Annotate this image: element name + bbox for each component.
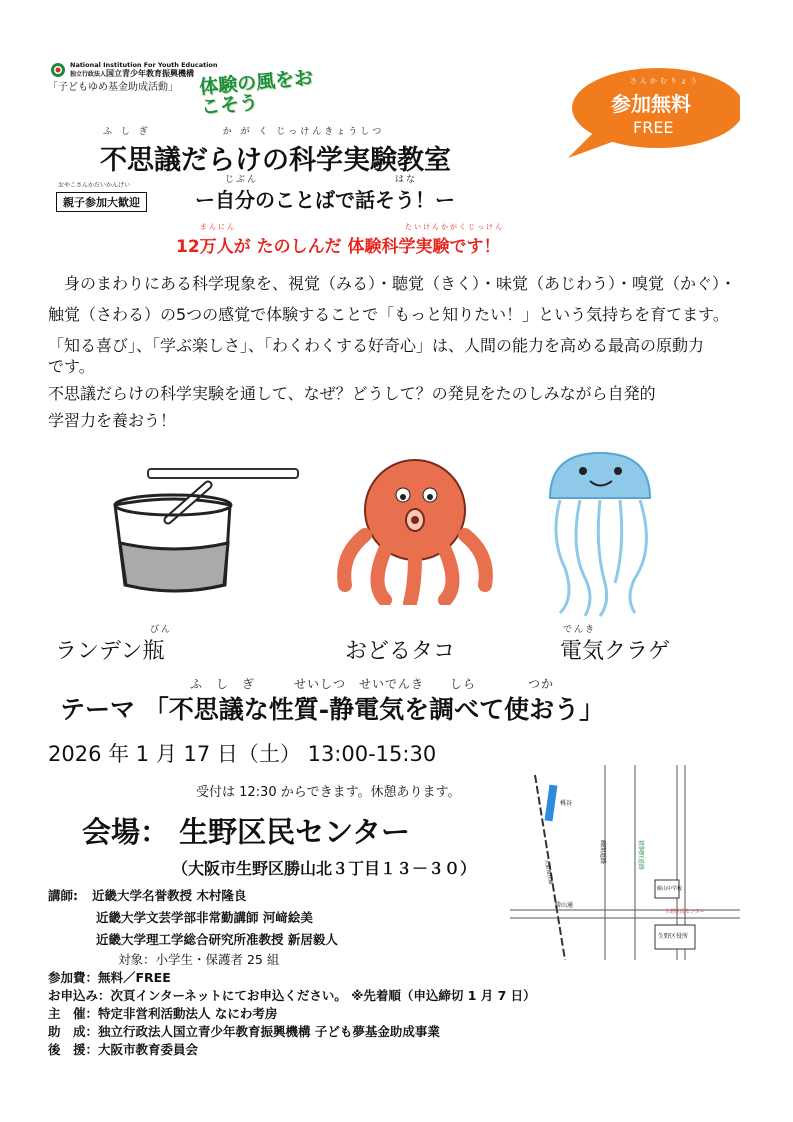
fund-label: 「子どもゆめ基金助成活動」 <box>48 82 178 93</box>
map-label: 生野区民センター <box>665 909 705 915</box>
map-label: 疎開道路 <box>599 840 605 865</box>
intro-line: です。 <box>48 357 95 376</box>
intro-line: 「知る喜び」、「学ぶ楽しさ」、「わくわくする好奇心」は、人間の能力を高める最高の原動力 <box>48 336 705 355</box>
intro-line: 学習力を養おう！ <box>48 411 177 430</box>
experiment-name: ランデン瓶 <box>55 639 165 664</box>
subtitle-ruby-b: はな <box>395 175 418 185</box>
theme: テーマ 「不思議な性質‐静電気を調べて使おう」 <box>60 695 605 724</box>
org-jp: 国立青少年教育振興機構 <box>106 69 195 78</box>
free-ruby: さんかむりょう <box>630 77 700 85</box>
intro-line: 身のまわりにある科学現象を、視覚（みる）・聴覚（きく）・味覚（あじわう）・嗅覚（かぐ）・ <box>48 274 737 293</box>
apply: お申込み：次頁インターネットにてお申込ください。 ※先着順（申込締切 1 月 7 日） <box>48 988 536 1003</box>
map-label: 生野区役所 <box>658 934 689 940</box>
venue-map <box>505 760 745 969</box>
intro-line: 触覚（さわる）の5つの感覚で体験することで「もっと知りたい！」という気持ちを育てます。 <box>48 305 729 324</box>
lecturer-label: 講師: <box>48 888 78 903</box>
experiment-name: 電気クラゲ <box>560 639 671 664</box>
venue-name: 生野区民センター <box>179 815 410 849</box>
free-badge <box>568 66 740 170</box>
free-label: 参加無料 <box>611 92 691 116</box>
octopus-icon <box>335 455 495 609</box>
leyden-jar-icon <box>110 465 310 619</box>
headline-ruby-a: まんにん <box>200 223 236 231</box>
title-ruby: ふ し ぎ か が く じっけんきょうしつ <box>103 127 385 137</box>
fee: 参加費：無料／FREE <box>48 970 171 985</box>
experiment-ruby: でんき <box>563 625 597 635</box>
org-name-en: National Institution For Youth Education <box>70 61 218 69</box>
lecturer: 近畿大学文芸学部非常勤講師 河﨑絵美 <box>96 910 313 925</box>
map-label: 勝山中学校 <box>657 886 683 892</box>
grant: 助 成：独立行政法人国立青少年教育振興機構 子ども夢基金助成事業 <box>48 1024 440 1039</box>
org-name-jp <box>70 69 194 80</box>
map-label: 大阪環状線 <box>543 859 554 885</box>
family-welcome-badge: 親子参加大歓迎 <box>56 192 147 212</box>
badge-ruby: おやこさんかだいかんげい <box>58 182 131 189</box>
jellyfish-icon <box>540 448 670 622</box>
venue-label: 会場： <box>82 815 170 849</box>
slogan: 体験の風をおこそう <box>198 66 314 119</box>
intro-line: 不思議だらけの科学実験を通して、なぜ？どうして？の発見をたのしみながら自発的 <box>48 384 656 403</box>
org-logo <box>50 62 66 82</box>
subtitle-ruby-a: じぶん <box>225 175 259 185</box>
page-subtitle: ー自分のことばで話そう！ー <box>195 188 455 212</box>
venue-address: （大阪市生野区勝山北３丁目１３－３０） <box>172 859 477 878</box>
lecturer: 近畿大学理工学総合研究所准教授 新居毅人 <box>96 932 338 947</box>
target: 対象：小学生・保護者 25 組 <box>118 952 280 967</box>
event-datetime: 2026 年 1 月 17 日（土） 13:00-15:30 <box>48 742 437 766</box>
host: 主 催：特定非営利活動法人 なにわ考房 <box>48 1006 278 1021</box>
support: 後 援：大阪市教育委員会 <box>48 1042 199 1057</box>
org-prefix: 独立行政法人 <box>70 71 107 78</box>
headline: 12万人が たのしんだ 体験科学実験です！ <box>176 237 501 257</box>
experiment-ruby: びん <box>150 625 173 635</box>
headline-ruby-b: たいけんかがくじっけん <box>405 223 504 231</box>
map-label: 猪飼野道路 <box>637 840 643 871</box>
venue <box>82 810 410 851</box>
reception-note: 受付は 12:30 からできます。休憩あります。 <box>196 785 461 800</box>
free-label-en: FREE <box>633 118 674 137</box>
page-title: 不思議だらけの科学実験教室 <box>100 145 451 176</box>
map-label: 桃谷 <box>560 801 573 807</box>
experiment-name: おどるタコ <box>345 639 456 664</box>
map-label: 勝山通 <box>555 903 574 909</box>
org-logo-icon <box>50 62 66 78</box>
lecturer: 近畿大学名誉教授 木村隆良 <box>92 888 247 903</box>
theme-ruby: ふ し ぎ せいしつ せいでんき しら つか <box>190 677 555 691</box>
